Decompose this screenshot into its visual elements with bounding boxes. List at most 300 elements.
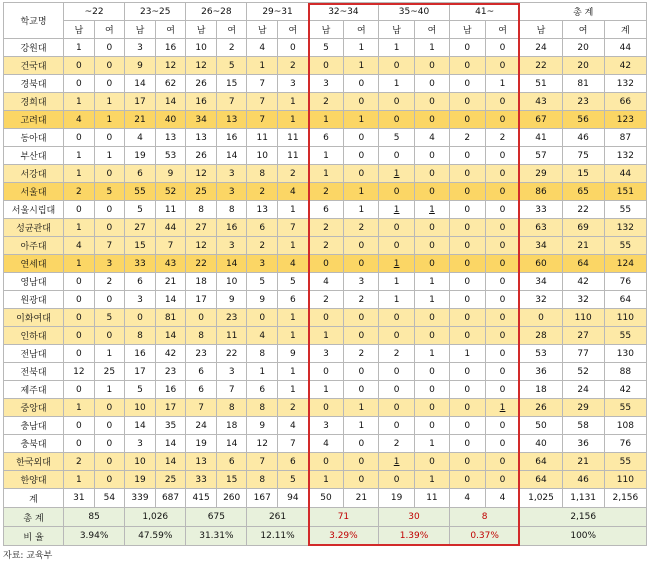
table-cell: 1 [247, 57, 278, 75]
table-cell: 0 [415, 309, 450, 327]
table-cell: 3 [125, 291, 156, 309]
table-cell: 0 [449, 39, 485, 57]
table-cell: 9 [125, 57, 156, 75]
table-cell: 15 [562, 165, 604, 183]
table-cell: 13 [186, 129, 217, 147]
table-cell: 4 [64, 111, 95, 129]
table-row [4, 291, 647, 309]
table-cell: 0 [415, 183, 450, 201]
table-cell: 0 [344, 75, 379, 93]
table-cell: 1 [64, 471, 95, 489]
table-cell: 0 [94, 471, 125, 489]
table-row [4, 381, 647, 399]
table-cell: 0 [344, 237, 379, 255]
sum-cell: 19 [379, 489, 415, 508]
table-cell: 14 [125, 417, 156, 435]
table-cell: 151 [604, 183, 646, 201]
table-cell: 17 [125, 363, 156, 381]
table-cell: 123 [604, 111, 646, 129]
table-cell: 11 [278, 129, 309, 147]
table-cell: 21 [155, 273, 186, 291]
table-cell: 0 [379, 471, 415, 489]
table-cell: 0 [485, 363, 520, 381]
table-cell: 14 [155, 291, 186, 309]
school-name: 중앙대 [4, 399, 64, 417]
age-header: 32~34 [308, 3, 379, 21]
table-cell: 0 [449, 111, 485, 129]
table-cell: 21 [125, 111, 156, 129]
table-cell: 0 [379, 93, 415, 111]
table-cell: 22 [186, 255, 217, 273]
table-cell: 1 [94, 93, 125, 111]
table-cell: 2 [308, 291, 344, 309]
table-cell: 3 [125, 435, 156, 453]
table-cell: 63 [520, 219, 562, 237]
table-cell: 0 [344, 435, 379, 453]
table-cell: 0 [449, 201, 485, 219]
table-cell: 0 [485, 255, 520, 273]
table-cell: 26 [520, 399, 562, 417]
table-cell: 10 [216, 273, 247, 291]
table-cell: 0 [449, 237, 485, 255]
table-row [4, 417, 647, 435]
table-cell: 14 [155, 93, 186, 111]
sum-cell: 4 [449, 489, 485, 508]
rate-cell: 3.94% [64, 527, 125, 546]
table-cell: 0 [449, 381, 485, 399]
school-name: 제주대 [4, 381, 64, 399]
table-cell: 44 [604, 39, 646, 57]
grand-total-label: 총 계 [4, 508, 64, 527]
table-cell: 1 [415, 201, 450, 219]
sum-row [4, 489, 647, 508]
table-cell: 13 [186, 453, 217, 471]
table-cell: 0 [64, 381, 95, 399]
female-header: 여 [485, 21, 520, 39]
table-cell: 12 [155, 57, 186, 75]
table-cell: 64 [562, 255, 604, 273]
table-cell: 0 [485, 57, 520, 75]
table-cell: 0 [485, 453, 520, 471]
table-cell: 58 [562, 417, 604, 435]
table-cell: 26 [186, 75, 217, 93]
school-name: 연세대 [4, 255, 64, 273]
sum-cell: 1,025 [520, 489, 562, 508]
table-cell: 0 [94, 417, 125, 435]
table-cell: 0 [485, 165, 520, 183]
male-header: 남 [125, 21, 156, 39]
table-cell: 25 [94, 363, 125, 381]
table-cell: 5 [278, 273, 309, 291]
table-cell: 26 [186, 147, 217, 165]
table-cell: 0 [94, 75, 125, 93]
table-row [4, 345, 647, 363]
table-cell: 1 [379, 453, 415, 471]
table-cell: 0 [485, 309, 520, 327]
table-cell: 13 [216, 111, 247, 129]
sum-cell: 94 [278, 489, 309, 508]
table-row [4, 57, 647, 75]
table-cell: 10 [125, 453, 156, 471]
sum-cell: 31 [64, 489, 95, 508]
rate-cell: 0.37% [449, 527, 520, 546]
table-cell: 2 [379, 435, 415, 453]
table-cell: 1 [308, 471, 344, 489]
table-cell: 52 [155, 183, 186, 201]
table-cell: 6 [278, 453, 309, 471]
sum-cell: 2,156 [604, 489, 646, 508]
table-cell: 110 [562, 309, 604, 327]
age-header: ~22 [64, 3, 125, 21]
table-cell: 4 [247, 39, 278, 57]
table-cell: 3 [216, 183, 247, 201]
rate-label: 비 율 [4, 527, 64, 546]
table-cell: 0 [415, 237, 450, 255]
grand-total-cell: 675 [186, 508, 247, 527]
school-name: 고려대 [4, 111, 64, 129]
female-header: 여 [415, 21, 450, 39]
table-cell: 5 [308, 39, 344, 57]
table-cell: 1 [278, 381, 309, 399]
table-cell: 1 [64, 219, 95, 237]
table-cell: 13 [247, 201, 278, 219]
table-cell: 40 [155, 111, 186, 129]
table-cell: 0 [94, 435, 125, 453]
table-cell: 53 [155, 147, 186, 165]
table-cell: 0 [344, 165, 379, 183]
table-cell: 1 [379, 291, 415, 309]
table-cell: 0 [64, 129, 95, 147]
female-header: 여 [155, 21, 186, 39]
table-cell: 7 [216, 381, 247, 399]
rate-cell: 31.31% [186, 527, 247, 546]
table-cell: 0 [64, 345, 95, 363]
table-cell: 44 [155, 219, 186, 237]
table-cell: 0 [485, 417, 520, 435]
table-cell: 86 [520, 183, 562, 201]
table-cell: 6 [216, 453, 247, 471]
table-cell: 81 [155, 309, 186, 327]
table-row [4, 327, 647, 345]
table-cell: 0 [415, 93, 450, 111]
table-cell: 108 [604, 417, 646, 435]
table-cell: 20 [562, 39, 604, 57]
table-cell: 67 [520, 111, 562, 129]
table-cell: 0 [344, 93, 379, 111]
table-cell: 1 [415, 291, 450, 309]
table-cell: 12 [186, 57, 217, 75]
table-cell: 2 [485, 129, 520, 147]
grand-total-cell: 30 [379, 508, 450, 527]
table-row [4, 93, 647, 111]
table-cell: 1 [415, 39, 450, 57]
table-cell: 2 [308, 183, 344, 201]
table-cell: 6 [186, 381, 217, 399]
table-cell: 2 [379, 345, 415, 363]
table-cell: 2 [94, 273, 125, 291]
table-cell: 1 [94, 381, 125, 399]
table-cell: 0 [64, 201, 95, 219]
school-name: 아주대 [4, 237, 64, 255]
table-cell: 2 [344, 219, 379, 237]
school-name: 경북대 [4, 75, 64, 93]
source-note: 자료: 교육부 [3, 551, 53, 561]
table-cell: 20 [562, 57, 604, 75]
table-cell: 0 [344, 471, 379, 489]
table-cell: 64 [604, 291, 646, 309]
table-cell: 1 [415, 273, 450, 291]
table-cell: 3 [278, 75, 309, 93]
school-name: 동아대 [4, 129, 64, 147]
table-cell: 3 [308, 417, 344, 435]
table-cell: 1 [64, 255, 95, 273]
table-cell: 1 [344, 183, 379, 201]
table-cell: 0 [415, 147, 450, 165]
table-cell: 0 [485, 93, 520, 111]
table-cell: 2 [64, 183, 95, 201]
table-cell: 9 [247, 417, 278, 435]
table-cell: 0 [449, 183, 485, 201]
table-cell: 0 [449, 417, 485, 435]
table-cell: 124 [604, 255, 646, 273]
table-cell: 3 [94, 255, 125, 273]
table-cell: 5 [247, 273, 278, 291]
table-cell: 27 [562, 327, 604, 345]
table-cell: 110 [604, 309, 646, 327]
table-cell: 2 [344, 291, 379, 309]
table-row [4, 111, 647, 129]
table-cell: 0 [379, 147, 415, 165]
table-cell: 12 [186, 165, 217, 183]
table-cell: 4 [308, 435, 344, 453]
table-cell: 10 [125, 399, 156, 417]
table-cell: 0 [449, 291, 485, 309]
table-cell: 0 [64, 435, 95, 453]
table-cell: 130 [604, 345, 646, 363]
table-cell: 8 [125, 327, 156, 345]
table-cell: 2 [449, 129, 485, 147]
table-row [4, 363, 647, 381]
table-cell: 6 [247, 219, 278, 237]
table-cell: 0 [379, 417, 415, 435]
table-cell: 15 [125, 237, 156, 255]
table-cell: 0 [344, 381, 379, 399]
table-cell: 69 [562, 219, 604, 237]
table-row [4, 39, 647, 57]
table-cell: 12 [247, 435, 278, 453]
table-cell: 0 [344, 363, 379, 381]
table-cell: 9 [247, 291, 278, 309]
table-row [4, 183, 647, 201]
table-cell: 28 [520, 327, 562, 345]
table-cell: 33 [186, 471, 217, 489]
table-cell: 1 [94, 345, 125, 363]
table-cell: 8 [247, 399, 278, 417]
table-cell: 6 [308, 129, 344, 147]
table-cell: 43 [155, 255, 186, 273]
table-cell: 4 [278, 183, 309, 201]
table-cell: 0 [379, 57, 415, 75]
sum-cell: 21 [344, 489, 379, 508]
table-row [4, 471, 647, 489]
table-cell: 0 [485, 237, 520, 255]
table-cell: 3 [247, 255, 278, 273]
grand-total-cell: 8 [449, 508, 520, 527]
table-cell: 14 [155, 453, 186, 471]
table-cell: 1 [64, 39, 95, 57]
table-cell: 1 [344, 399, 379, 417]
table-cell: 132 [604, 219, 646, 237]
table-cell: 8 [186, 327, 217, 345]
table-cell: 16 [155, 381, 186, 399]
table-cell: 64 [520, 453, 562, 471]
table-cell: 22 [562, 201, 604, 219]
table-cell: 0 [449, 309, 485, 327]
table-cell: 0 [308, 363, 344, 381]
table-row [4, 273, 647, 291]
table-cell: 8 [186, 201, 217, 219]
rate-cell: 1.39% [379, 527, 450, 546]
table-cell: 5 [278, 471, 309, 489]
table-cell: 24 [520, 39, 562, 57]
table-cell: 4 [278, 255, 309, 273]
table-cell: 21 [562, 453, 604, 471]
table-cell: 0 [485, 291, 520, 309]
table-cell: 1 [344, 201, 379, 219]
school-name: 충남대 [4, 417, 64, 435]
table-cell: 1 [308, 381, 344, 399]
table-row [4, 453, 647, 471]
table-cell: 62 [155, 75, 186, 93]
table-cell: 4 [247, 327, 278, 345]
table-cell: 55 [604, 237, 646, 255]
age-header: 26~28 [186, 3, 247, 21]
sum-label: 계 [4, 489, 64, 508]
table-cell: 0 [379, 237, 415, 255]
table-cell: 12 [186, 237, 217, 255]
table-cell: 7 [247, 93, 278, 111]
table-cell: 11 [278, 147, 309, 165]
table-cell: 14 [155, 327, 186, 345]
table-cell: 2 [308, 237, 344, 255]
table-cell: 1 [247, 363, 278, 381]
table-cell: 0 [520, 309, 562, 327]
sum-cell: 260 [216, 489, 247, 508]
school-name: 부산대 [4, 147, 64, 165]
table-cell: 0 [379, 111, 415, 129]
table-cell: 0 [379, 363, 415, 381]
table-cell: 11 [216, 327, 247, 345]
table-cell: 29 [562, 399, 604, 417]
table-row [4, 201, 647, 219]
table-cell: 8 [216, 399, 247, 417]
male-header: 남 [520, 21, 562, 39]
table-cell: 21 [562, 237, 604, 255]
table-cell: 22 [520, 57, 562, 75]
age-header: 29~31 [247, 3, 308, 21]
table-cell: 1 [379, 39, 415, 57]
table-cell: 51 [520, 75, 562, 93]
table-cell: 46 [562, 471, 604, 489]
table-cell: 0 [94, 165, 125, 183]
table-cell: 2 [278, 57, 309, 75]
table-cell: 0 [379, 219, 415, 237]
table-row [4, 255, 647, 273]
table-cell: 3 [216, 237, 247, 255]
table-cell: 0 [64, 327, 95, 345]
grand-total-row [4, 508, 647, 527]
table-cell: 52 [562, 363, 604, 381]
table-cell: 2 [308, 219, 344, 237]
table-cell: 1 [94, 147, 125, 165]
table-cell: 0 [64, 417, 95, 435]
table-cell: 0 [94, 201, 125, 219]
table-cell: 0 [485, 435, 520, 453]
table-cell: 55 [604, 453, 646, 471]
table-cell: 1 [278, 309, 309, 327]
table-row [4, 237, 647, 255]
table-cell: 0 [449, 327, 485, 345]
table-cell: 1 [379, 165, 415, 183]
table-cell: 12 [64, 363, 95, 381]
table-cell: 14 [155, 435, 186, 453]
table-cell: 4 [64, 237, 95, 255]
table-cell: 17 [155, 399, 186, 417]
age-header: 35~40 [379, 3, 450, 21]
table-row [4, 75, 647, 93]
grand-total-cell: 85 [64, 508, 125, 527]
rate-cell: 100% [520, 527, 647, 546]
table-cell: 60 [520, 255, 562, 273]
male-header: 남 [449, 21, 485, 39]
table-cell: 5 [94, 309, 125, 327]
table-cell: 46 [562, 129, 604, 147]
table-cell: 6 [186, 363, 217, 381]
table-cell: 3 [308, 75, 344, 93]
table-cell: 0 [344, 147, 379, 165]
table-cell: 40 [520, 435, 562, 453]
table-cell: 11 [155, 201, 186, 219]
table-cell: 0 [415, 363, 450, 381]
table-cell: 0 [449, 147, 485, 165]
school-name: 건국대 [4, 57, 64, 75]
table-cell: 4 [125, 129, 156, 147]
table-cell: 1 [278, 111, 309, 129]
table-cell: 27 [186, 219, 217, 237]
table-cell: 16 [125, 345, 156, 363]
school-name: 한양대 [4, 471, 64, 489]
male-header: 남 [247, 21, 278, 39]
table-cell: 10 [186, 39, 217, 57]
age-header: 23~25 [125, 3, 186, 21]
table-cell: 0 [344, 309, 379, 327]
table-cell: 0 [449, 93, 485, 111]
table-cell: 4 [415, 129, 450, 147]
table-cell: 0 [94, 399, 125, 417]
table-cell: 0 [94, 453, 125, 471]
table-cell: 55 [604, 201, 646, 219]
table-cell: 6 [308, 201, 344, 219]
table-cell: 10 [247, 147, 278, 165]
table-cell: 15 [216, 471, 247, 489]
male-header: 남 [308, 21, 344, 39]
table-cell: 0 [485, 327, 520, 345]
sum-cell: 339 [125, 489, 156, 508]
school-header: 학교명 [4, 3, 64, 39]
table-cell: 16 [186, 93, 217, 111]
table-cell: 7 [247, 111, 278, 129]
table-cell: 7 [155, 237, 186, 255]
